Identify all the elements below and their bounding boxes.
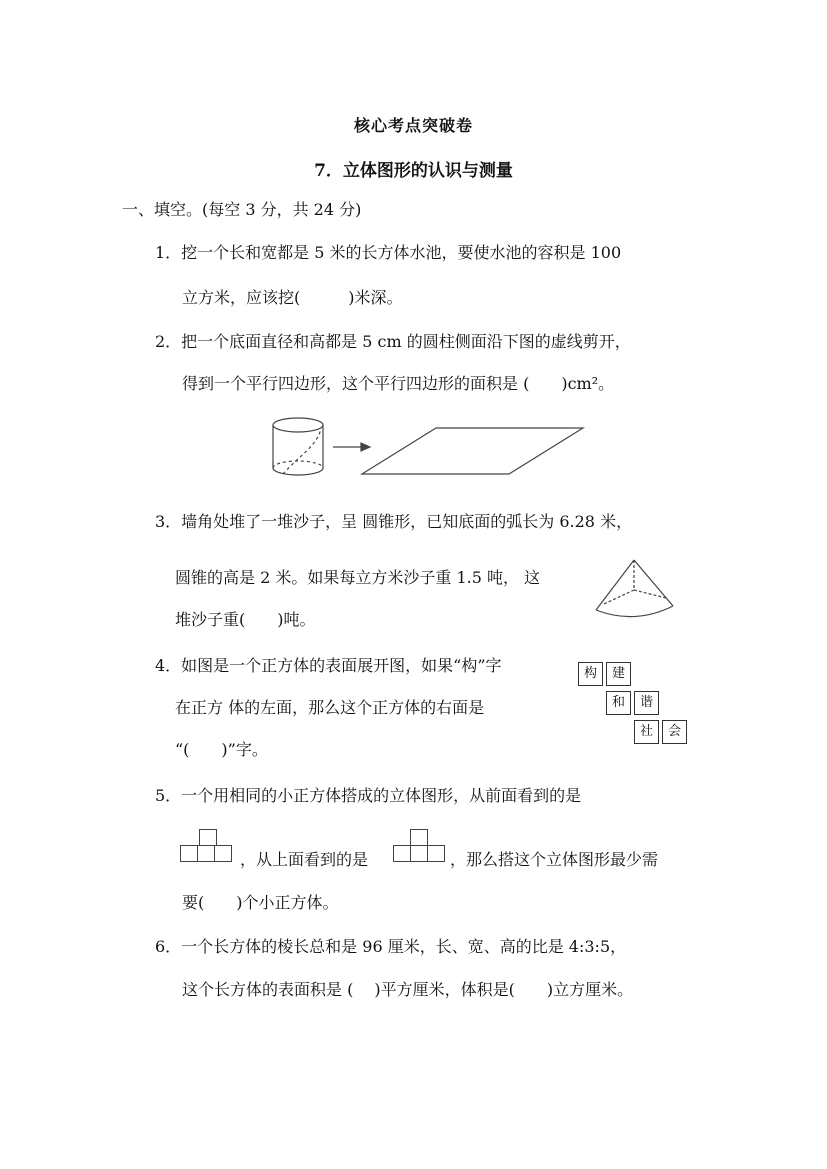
arrow-icon [333,443,370,451]
q1-line2: 立方米，应该挖( )米深。 [182,288,403,307]
net-cell: 建 [606,662,631,686]
section-heading: 一、填空。(每空 3 分，共 24 分) [122,200,362,219]
net-cell: 谐 [634,691,659,715]
net-cell: 和 [606,691,631,715]
q4-line2: 在正方 体的左面，那么这个正方体的右面是 [175,698,485,717]
q3-line3: 堆沙子重( )吨。 [175,610,316,629]
q5-line1: 5．一个用相同的小正方体搭成的立体图形，从前面看到的是 [155,786,582,805]
net-cell: 会 [662,720,687,744]
q6-line1: 6．一个长方体的棱长总和是 96 厘米，长、宽、高的比是 4:3:5， [155,937,627,956]
q3-line2: 圆锥的高是 2 米。如果每立方米沙子重 1.5 吨， 这 [175,568,541,587]
parallelogram-shape [362,428,583,474]
net-cell: 构 [578,662,603,686]
page-subtitle: 7．立体图形的认识与测量 [314,161,513,181]
net-cell: 社 [634,720,659,744]
q2-line1: 2．把一个底面直径和高都是 5 cm 的圆柱侧面沿下图的虚线剪开， [155,332,631,351]
cylinder-shape [273,418,323,475]
q5-line2b: ，那么搭这个立体图形最少需 [450,850,659,869]
q2-line2: 得到一个平行四边形，这个平行四边形的面积是 ( )cm²。 [182,374,615,393]
q1-line1: 1．挖一个长和宽都是 5 米的长方体水池，要使水池的容积是 100 [155,243,622,262]
q3-line1: 3．墙角处堆了一堆沙子，呈 圆锥形，已知底面的弧长为 6.28 米， [155,512,633,531]
page-title: 核心考点突破卷 [353,116,473,135]
q5-line3: 要( )个小正方体。 [182,893,339,912]
q6-line2: 这个长方体的表面积是 ( )平方厘米，体积是( )立方厘米。 [182,980,634,999]
q5-line2a: ，从上面看到的是 [240,850,369,869]
q4-line3: “( )”字。 [175,740,268,759]
q4-line1: 4．如图是一个正方体的表面展开图，如果“构”字 [155,656,502,675]
